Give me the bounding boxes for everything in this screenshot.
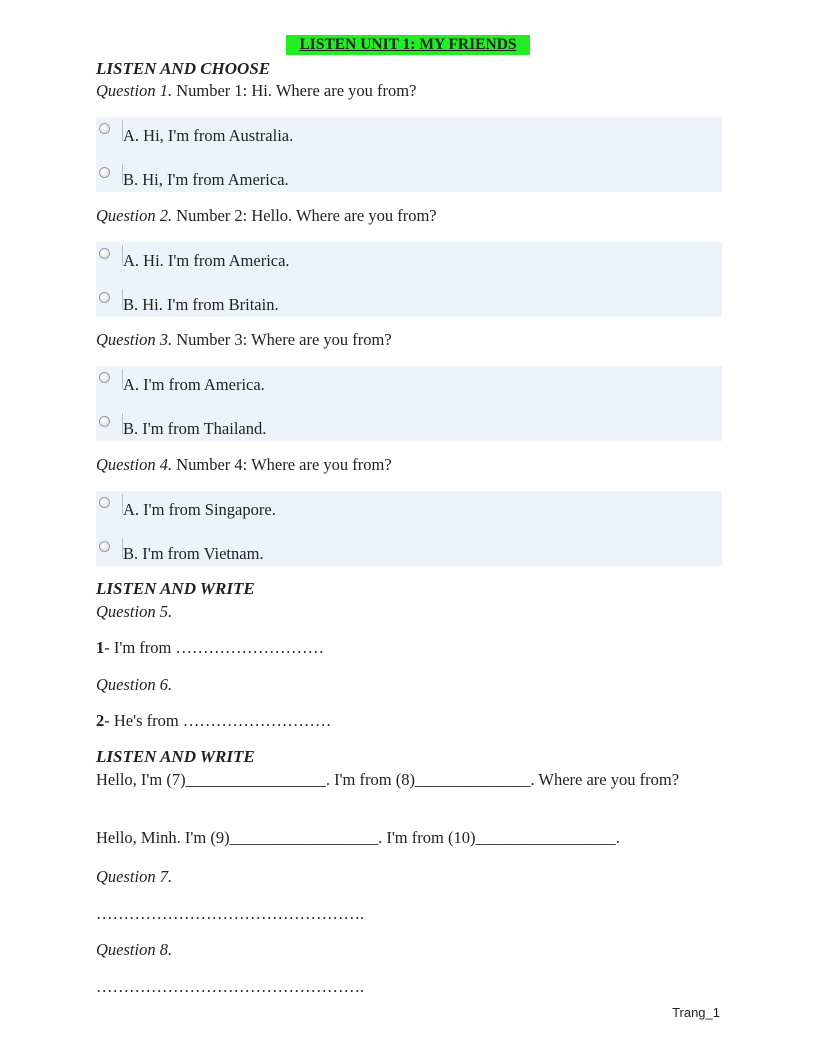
radio-button-2b[interactable] xyxy=(99,292,110,303)
option-4b[interactable] xyxy=(96,538,722,568)
question-1-text: Number 1: Hi. Where are you from? xyxy=(172,81,417,100)
page-footer: Trang_1 xyxy=(672,1005,720,1020)
question-1-options xyxy=(96,117,722,192)
fill-line-1-text: - I'm from ……………………… xyxy=(104,638,324,657)
question-6-label xyxy=(96,675,172,695)
question-4-label: Question 4. xyxy=(96,455,173,474)
fill-line-1[interactable] xyxy=(96,638,324,658)
fill-line-2-number: 2 xyxy=(96,711,105,730)
option-1a[interactable] xyxy=(96,120,722,150)
radio-button-1a[interactable] xyxy=(99,123,110,134)
question-1-label: Question 1. xyxy=(96,81,173,100)
question-4-text: Number 4: Where are you from? xyxy=(172,455,392,474)
question-2-label: Question 2. xyxy=(96,206,173,225)
option-1b[interactable] xyxy=(96,164,722,194)
fill-line-2-text: - He's from ……………………… xyxy=(104,711,332,730)
radio-button-3b[interactable] xyxy=(99,416,110,427)
question-2-options xyxy=(96,242,722,317)
option-3b[interactable] xyxy=(96,413,722,443)
radio-button-4b[interactable] xyxy=(99,541,110,552)
question-6-label-text: Question 6. xyxy=(96,675,173,694)
option-1b-label: B. Hi, I'm from America. xyxy=(123,170,289,189)
question-3-options xyxy=(96,366,722,441)
section-heading-listen-write-2: LISTEN AND WRITE xyxy=(96,747,255,766)
option-2a[interactable] xyxy=(96,245,722,275)
question-1 xyxy=(96,81,416,101)
option-2b-label: B. Hi. I'm from Britain. xyxy=(123,295,279,314)
question-5-label xyxy=(96,602,172,622)
option-3b-label: B. I'm from Thailand. xyxy=(123,419,267,438)
question-7-label-text: Question 7. xyxy=(96,867,173,886)
question-7-answer-line[interactable]: …………………………………………. xyxy=(96,904,365,923)
option-4a[interactable] xyxy=(96,494,722,524)
option-2b[interactable] xyxy=(96,289,722,319)
section-heading-listen-write-1: LISTEN AND WRITE xyxy=(96,579,255,598)
option-4a-label: A. I'm from Singapore. xyxy=(123,500,276,519)
question-4 xyxy=(96,455,392,475)
option-1a-label: A. Hi, I'm from Australia. xyxy=(123,126,294,145)
question-2-text: Number 2: Hello. Where are you from? xyxy=(172,206,437,225)
question-8-label xyxy=(96,940,172,960)
fill-line-2[interactable] xyxy=(96,711,331,731)
page-title: LISTEN UNIT 1: MY FRIENDS xyxy=(286,35,530,55)
radio-button-1b[interactable] xyxy=(99,167,110,178)
dialog-line-2[interactable]: Hello, Minh. I'm (9)__________________. I'm from (10)_________________. xyxy=(96,828,620,847)
radio-button-2a[interactable] xyxy=(99,248,110,259)
section-heading-listen-choose: LISTEN AND CHOOSE xyxy=(96,59,271,78)
dialog-line-1[interactable]: Hello, I'm (7)_________________. I'm from (8)______________. Where are you from? xyxy=(96,770,680,789)
question-3 xyxy=(96,330,392,350)
fill-line-1-number: 1 xyxy=(96,638,105,657)
question-3-text: Number 3: Where are you from? xyxy=(172,330,392,349)
question-7-label xyxy=(96,867,172,887)
radio-button-3a[interactable] xyxy=(99,372,110,383)
option-2a-label: A. Hi. I'm from America. xyxy=(123,251,290,270)
question-8-answer-line[interactable]: …………………………………………. xyxy=(96,977,365,996)
question-2 xyxy=(96,206,437,226)
question-4-options xyxy=(96,491,722,566)
option-3a-label: A. I'm from America. xyxy=(123,375,265,394)
radio-button-4a[interactable] xyxy=(99,497,110,508)
question-3-label: Question 3. xyxy=(96,330,173,349)
option-4b-label: B. I'm from Vietnam. xyxy=(123,544,264,563)
question-5-label-text: Question 5. xyxy=(96,602,173,621)
option-3a[interactable] xyxy=(96,369,722,399)
question-8-label-text: Question 8. xyxy=(96,940,173,959)
